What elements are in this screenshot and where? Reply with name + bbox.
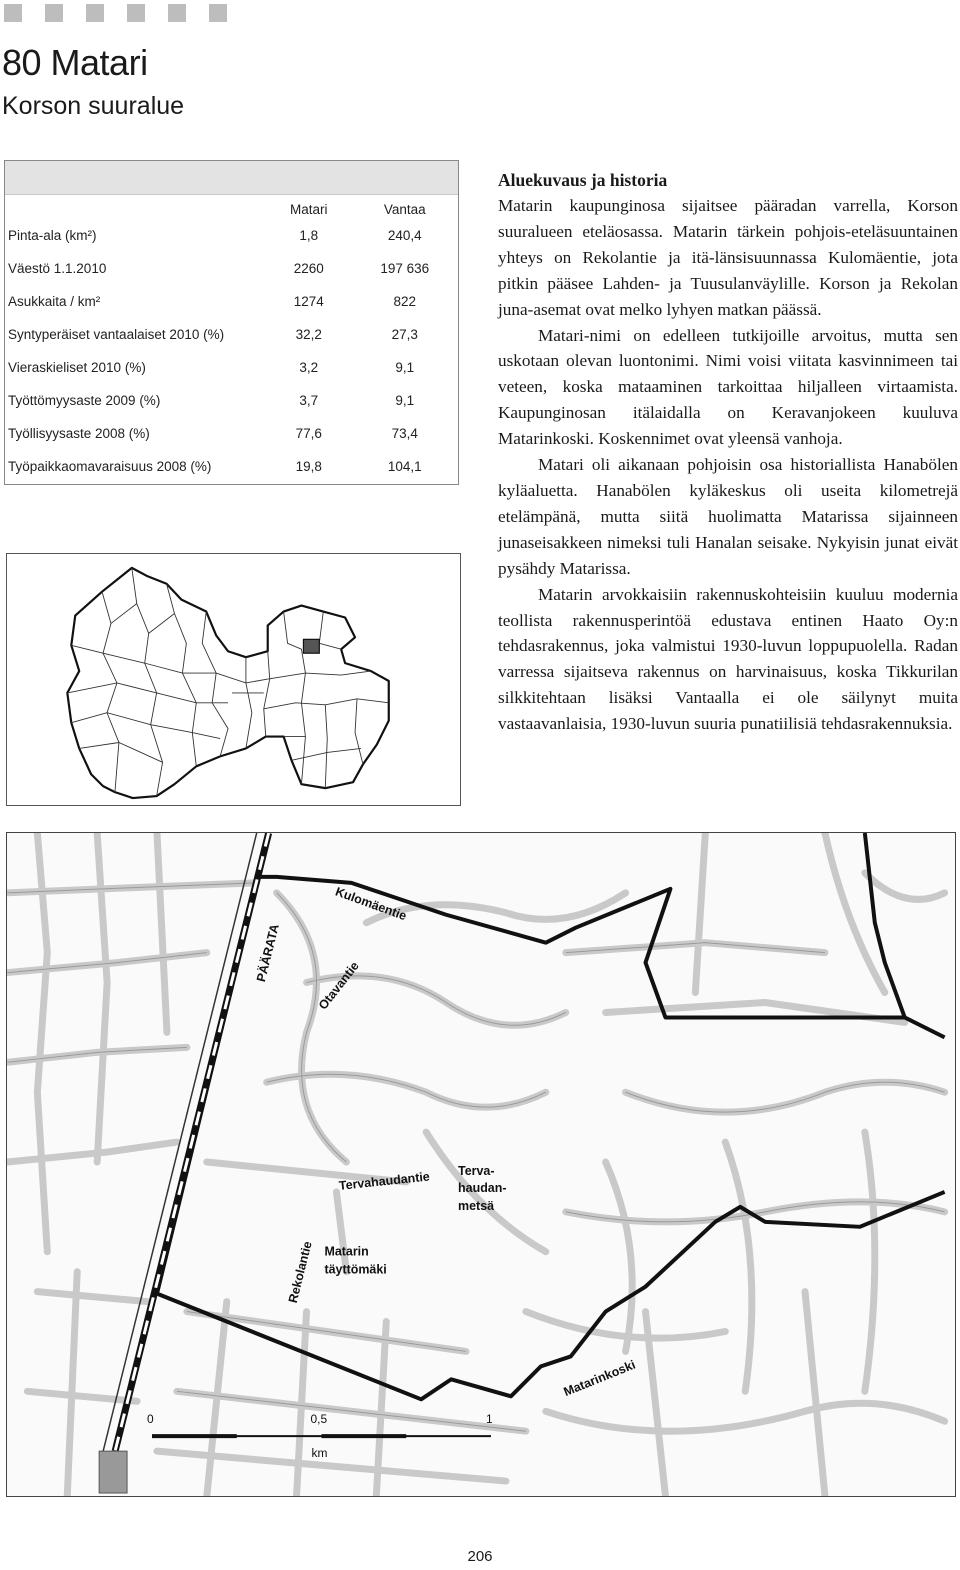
page-subtitle: Korson suuralue [2, 92, 185, 120]
label-matarin-1: Matarin [324, 1244, 369, 1259]
table-row [5, 351, 458, 384]
table-row [5, 417, 458, 450]
deco-square [168, 4, 186, 22]
table-row [5, 285, 458, 318]
matari-highlight [303, 639, 319, 653]
row-label: Työllisyysaste 2008 (%) [8, 426, 150, 441]
table-row [5, 450, 458, 483]
scale-label-one: 1 [485, 1412, 493, 1427]
article-heading: Aluekuvaus ja historia [498, 170, 668, 190]
label-matarinkoski: Matarinkoski [561, 1357, 638, 1400]
label-matarin-2: täyttömäki [324, 1262, 387, 1277]
vantaa-value: 9,1 [395, 393, 415, 408]
deco-square [45, 4, 63, 22]
vantaa-value: 197 636 [380, 261, 430, 276]
label-tervahaudanmetsa-1: Terva- [458, 1163, 495, 1178]
scale-label-zero: 0 [147, 1412, 154, 1427]
matari-value: 3,2 [299, 360, 319, 375]
label-tervahaudanmetsa-2: haudan- [458, 1180, 507, 1195]
deco-square [209, 4, 227, 22]
row-label: Pinta-ala (km²) [8, 228, 97, 243]
article-paragraph: Matari oli aikanaan pohjoisin osa historiallista Hanabölen kyläaluetta. Hanabölen kyläkeskus oli useita kilometrejä etelämpänä, mutta siitä huolimatta Matarissa sijainneen junaseisakkeen nimeksi tuli Hanalan seisake. Nykyisin junat eivät pysähdy Matarissa. [498, 455, 958, 578]
page-number: 206 [467, 1548, 493, 1565]
scale-label-half: 0,5 [310, 1412, 328, 1427]
article [498, 168, 958, 737]
label-kulomaentie: Kulomäentie [333, 884, 409, 924]
statistics-table [4, 160, 459, 485]
matari-value: 19,8 [295, 459, 322, 474]
label-otavantie: Otavantie [315, 958, 362, 1013]
statistics-grid [5, 195, 458, 483]
deco-square [86, 4, 104, 22]
deco-square [127, 4, 145, 22]
article-paragraph: Matarin arvokkaisiin rakennuskohteisiin kuuluu modernia teollista rakennusperintöä edustava entinen Haato Oy:n tehdasrakennus, joka valmistui 1930-luvun loppupuolella. Radan varressa sijaitseva rakennus on harvinaisuus, koska Tikkurilan silkkitehtaan lisäksi Vantaalla ei ole säilynyt muita vastaavanlaisia, 1930-luvun suuria punatiilisiä tehdasrakennuksia. [498, 584, 958, 734]
table-row [5, 219, 458, 252]
column-header-vantaa: Vantaa [383, 201, 426, 217]
matari-value: 1,8 [299, 228, 319, 243]
overview-map-graphic [7, 554, 460, 805]
matari-value: 32,2 [295, 327, 322, 342]
vantaa-value: 822 [393, 294, 417, 309]
column-header-matari: Matari [290, 201, 328, 217]
vantaa-value: 104,1 [387, 459, 422, 474]
vantaa-value: 27,3 [391, 327, 418, 342]
row-label: Työpaikkaomavaraisuus 2008 (%) [8, 459, 212, 474]
matari-value: 3,7 [299, 393, 319, 408]
matari-value: 2260 [293, 261, 324, 276]
row-label: Väestö 1.1.2010 [8, 261, 107, 276]
table-header-row [5, 195, 458, 219]
header-decoration [4, 4, 227, 22]
page-title: 80 Matari [2, 42, 148, 83]
deco-square [4, 4, 22, 22]
row-label: Syntyperäiset vantaalaiset 2010 (%) [8, 327, 225, 342]
scale-unit: km [311, 1446, 328, 1461]
matari-value: 77,6 [295, 426, 322, 441]
article-paragraph: Matarin kaupunginosa sijaitsee pääradan varrella, Korson suuralueen eteläosassa. Matarin tärkein pohjois-eteläsuuntainen yhteys on Rekolantie ja itä-länsisuunnassa Kulomäentie, jota pitkin pääsee Lahden- ja Tuusulanväylille. Korson ja Rekolan juna-asemat ovat melko lyhyen matkan päässä. [498, 196, 958, 319]
label-paarata: PÄÄRATA [253, 922, 282, 984]
matari-value: 1274 [293, 294, 324, 309]
railway [103, 833, 269, 1451]
table-row [5, 384, 458, 417]
label-tervahaudantie: Tervahaudantie [338, 1169, 431, 1193]
matari-district-map [6, 832, 956, 1497]
row-label: Työttömyysaste 2009 (%) [8, 393, 161, 408]
vantaa-value: 9,1 [395, 360, 415, 375]
table-row [5, 318, 458, 351]
street-outlines [7, 883, 944, 1431]
label-rekolantie: Rekolantie [285, 1239, 315, 1305]
article-paragraph: Matari-nimi on edelleen tutkijoille arvoitus, mutta sen uskotaan olevan luontonimi. Nimi voisi viitata kasvinnimeen tai veteen, koska mataaminen tarkoittaa hiljalleen virtaamista. Kaupunginosan itälaidalla on Keravanjokeen kuuluva Matarinkoski. Koskennimet ovat yleensä vanhoja. [498, 325, 958, 449]
label-tervahaudanmetsa-3: metsä [458, 1198, 495, 1213]
station-building [99, 1451, 127, 1493]
statistics-table-header-band [5, 161, 458, 195]
row-label: Asukkaita / km² [8, 294, 101, 309]
vantaa-value: 73,4 [391, 426, 418, 441]
vantaa-value: 240,4 [387, 228, 422, 243]
row-label: Vieraskieliset 2010 (%) [8, 360, 146, 375]
vantaa-district-overview-map [6, 553, 461, 806]
table-row [5, 252, 458, 285]
district-map-graphic [7, 833, 955, 1496]
